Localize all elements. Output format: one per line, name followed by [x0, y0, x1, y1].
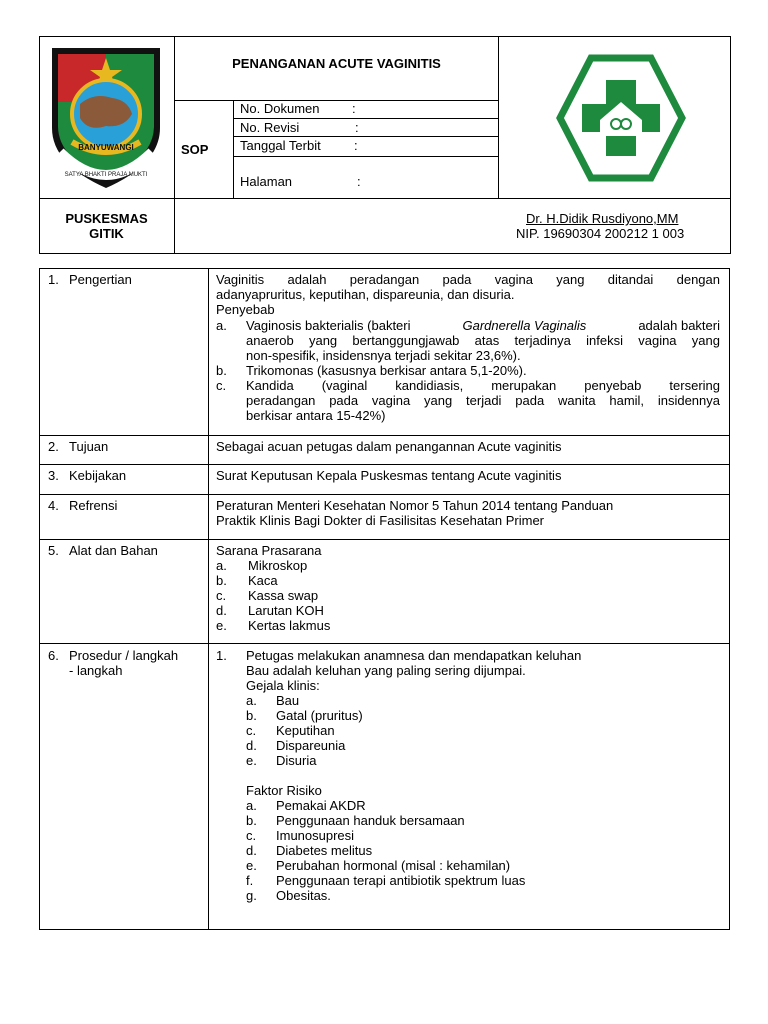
- list-marker: c.: [246, 828, 257, 843]
- section-label: - langkah: [69, 663, 123, 678]
- list-item: [246, 798, 525, 813]
- list-item: [216, 573, 330, 588]
- step-line: Petugas melakukan anamnesa dan mendapatkan keluhan: [246, 648, 582, 663]
- cause-marker: c.: [216, 378, 227, 393]
- list-text: Penggunaan terapi antibiotik spektrum luas: [276, 873, 526, 888]
- definition-line: adanyapruritus, keputihan, dispareunia, dan disuria.: [216, 287, 515, 302]
- list-item: [246, 858, 525, 873]
- cause-line: peradangan pada vagina yang terjadi pada wanita hamil, insidennya: [246, 393, 720, 408]
- subheading: Sarana Prasarana: [216, 543, 322, 558]
- section-number: 4.: [48, 498, 59, 513]
- list-marker: a.: [246, 798, 257, 813]
- list-text: Dispareunia: [276, 738, 346, 753]
- cause-line: Trikomonas (kasusnya berkisar antara 5,1-20%).: [246, 363, 527, 378]
- doc-field-sep: :: [357, 174, 361, 189]
- list-item: [246, 888, 525, 903]
- section-text: Peraturan Menteri Kesehatan Nomor 5 Tahun 2014 tentang Panduan: [216, 498, 614, 513]
- cause-line: anaerob yang bertanggungjawab atas terjadinya infeksi vagina yang: [246, 333, 720, 348]
- list-text: Kassa swap: [248, 588, 319, 603]
- section-label: Kebijakan: [69, 468, 127, 483]
- list-text: Kertas lakmus: [248, 618, 331, 633]
- list-item: [246, 738, 363, 753]
- section-text: Sebagai acuan petugas dalam penangannan Acute vaginitis: [216, 439, 562, 454]
- subheading: Faktor Risiko: [246, 783, 322, 798]
- list-marker: a.: [246, 693, 257, 708]
- logo-banyuwangi-text: BANYUWANGI: [78, 143, 134, 152]
- section-number: 6.: [48, 648, 59, 663]
- list-item: [216, 618, 330, 633]
- list-item: [246, 813, 525, 828]
- cause-text: Vaginosis bakterialis (bakteri: [246, 318, 411, 333]
- signatory-nip: NIP. 19690304 200212 1 003: [516, 226, 685, 241]
- doc-field-sep: :: [354, 138, 358, 153]
- list-item: [246, 843, 525, 858]
- list-text: Keputihan: [276, 723, 335, 738]
- page-title: PENANGANAN ACUTE VAGINITIS: [232, 56, 441, 71]
- step-marker: 1.: [216, 648, 227, 663]
- section-number: 1.: [48, 272, 59, 287]
- institution-name: PUSKESMAS: [65, 211, 148, 226]
- list-marker: e.: [246, 858, 257, 873]
- doc-field-sep: :: [352, 101, 356, 116]
- doc-field-label: No. Dokumen: [240, 101, 320, 116]
- cause-species: Gardnerella Vaginalis: [462, 318, 587, 333]
- section-label: Alat dan Bahan: [69, 543, 158, 558]
- list-item: [246, 873, 525, 888]
- list-marker: g.: [246, 888, 257, 903]
- step-line: Gejala klinis:: [246, 678, 320, 693]
- symptom-list: [246, 693, 363, 768]
- list-text: Obesitas.: [276, 888, 331, 903]
- cause-heading: Penyebab: [216, 302, 275, 317]
- risk-factor-list: [246, 798, 525, 903]
- list-marker: b.: [246, 708, 257, 723]
- list-marker: b.: [216, 573, 227, 588]
- signatory-name: Dr. H.Didik Rusdiyono,MM: [526, 211, 679, 226]
- list-item: [246, 708, 363, 723]
- list-marker: d.: [216, 603, 227, 618]
- cause-text: adalah bakteri: [638, 318, 720, 333]
- section-text: Surat Keputusan Kepala Puskesmas tentang Acute vaginitis: [216, 468, 562, 483]
- list-marker: c.: [246, 723, 257, 738]
- list-item: [216, 588, 330, 603]
- institution-location: GITIK: [89, 226, 124, 241]
- list-text: Mikroskop: [248, 558, 308, 573]
- cause-marker: a.: [216, 318, 227, 333]
- section-label: Refrensi: [69, 498, 118, 513]
- list-item: [246, 753, 363, 768]
- cause-a-line: [246, 318, 720, 333]
- equipment-list: [216, 558, 330, 633]
- definition-line: Vaginitis adalah peradangan pada vagina yang ditandai dengan: [216, 272, 720, 287]
- doc-field-label: No. Revisi: [240, 120, 300, 135]
- cause-line: berkisar antara 15-42%): [246, 408, 386, 423]
- section-number: 3.: [48, 468, 59, 483]
- list-marker: c.: [216, 588, 227, 603]
- list-text: Larutan KOH: [248, 603, 324, 618]
- list-item: [246, 693, 363, 708]
- sop-label: SOP: [181, 142, 209, 157]
- section-label: Prosedur / langkah: [69, 648, 179, 663]
- cause-marker: b.: [216, 363, 227, 378]
- list-text: Diabetes melitus: [276, 843, 373, 858]
- list-text: Imunosupresi: [276, 828, 355, 843]
- logo-motto-text: SATYA BHAKTI PRAJA MUKTI: [64, 172, 148, 178]
- doc-field-label: Halaman: [240, 174, 293, 189]
- doc-field-label: Tanggal Terbit: [240, 138, 321, 153]
- list-text: Kaca: [248, 573, 278, 588]
- section-text: Praktik Klinis Bagi Dokter di Fasilisitas Kesehatan Primer: [216, 513, 545, 528]
- list-marker: e.: [216, 618, 227, 633]
- list-marker: f.: [246, 873, 254, 888]
- list-text: Perubahan hormonal (misal : kehamilan): [276, 858, 511, 873]
- step-line: Bau adalah keluhan yang paling sering dijumpai.: [246, 663, 526, 678]
- list-item: [216, 558, 330, 573]
- section-number: 5.: [48, 543, 59, 558]
- list-marker: d.: [246, 843, 257, 858]
- list-text: Disuria: [276, 753, 317, 768]
- list-marker: d.: [246, 738, 257, 753]
- list-text: Gatal (pruritus): [276, 708, 363, 723]
- list-marker: e.: [246, 753, 257, 768]
- cause-line: Kandida (vaginal kandidiasis, merupakan penyebab tersering: [246, 378, 720, 393]
- section-number: 2.: [48, 439, 59, 454]
- list-item: [246, 828, 525, 843]
- list-text: Pemakai AKDR: [276, 798, 366, 813]
- list-item: [246, 723, 363, 738]
- list-marker: a.: [216, 558, 227, 573]
- section-label: Pengertian: [69, 272, 132, 287]
- cause-line: non-spesifik, insidensnya terjadi sekitar 23,6%).: [246, 348, 521, 363]
- list-text: Penggunaan handuk bersamaan: [276, 813, 465, 828]
- doc-field-sep: :: [355, 120, 359, 135]
- list-text: Bau: [276, 693, 300, 708]
- banyuwangi-emblem-logo: [42, 42, 170, 194]
- list-marker: b.: [246, 813, 257, 828]
- puskesmas-cross-logo: [556, 54, 686, 182]
- section-label: Tujuan: [69, 439, 109, 454]
- list-item: [216, 603, 330, 618]
